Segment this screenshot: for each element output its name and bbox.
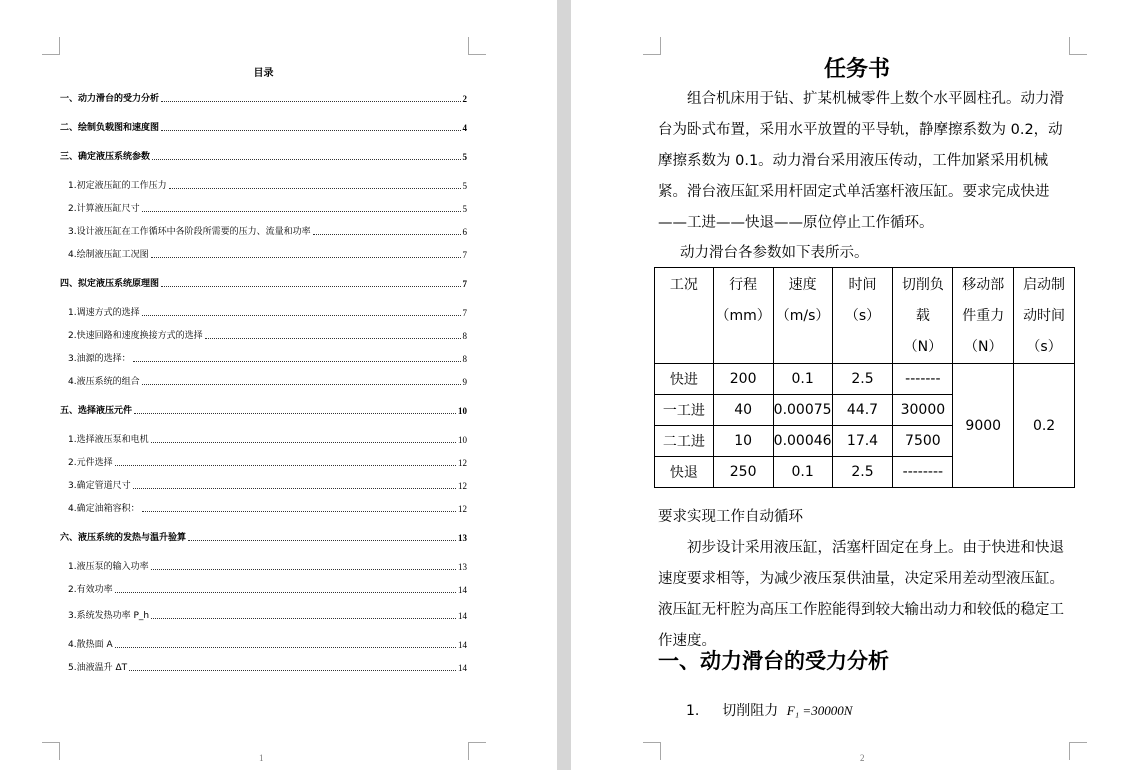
toc-entry[interactable] <box>60 278 467 290</box>
toc-entry-label: 二、绘制负载图和速度图 <box>60 123 160 133</box>
table-cell: 一工进 <box>655 395 714 426</box>
intro-paragraph <box>658 84 1073 239</box>
header-line: （s） <box>1026 339 1062 355</box>
toc-entry-label: 1.选择液压泵和电机 <box>68 435 149 445</box>
toc-leader-dots <box>161 101 460 102</box>
header-line: （mm） <box>715 308 771 324</box>
toc-entry[interactable] <box>68 203 467 215</box>
table-caption <box>658 238 1073 269</box>
header-line: （N） <box>903 339 943 355</box>
toc-leader-dots <box>142 211 461 212</box>
header-line: 件重力 <box>962 308 1005 324</box>
table-header-cell <box>953 268 1014 364</box>
toc-entry[interactable] <box>68 180 467 192</box>
page-corner-mark <box>42 37 60 55</box>
toc-entry-page: 8 <box>462 331 467 341</box>
toc-entry-label: 三、确定液压系统参数 <box>60 152 151 162</box>
toc-entry[interactable] <box>68 249 467 261</box>
toc-entry-page: 2 <box>462 94 467 104</box>
header-line: 切削负 <box>901 277 944 293</box>
toc-leader-dots <box>142 384 461 385</box>
toc-leader-dots <box>115 465 456 466</box>
toc-entry-label: 3.确定管道尺寸 <box>68 481 131 491</box>
toc-entry-label: 2.有效功率 <box>68 585 113 595</box>
toc-entry-page: 7 <box>462 308 467 318</box>
toc-leader-dots <box>161 286 460 287</box>
design-text: 初步设计采用液压缸，活塞杆固定在身上。由于快进和快退速度要求相等，为减少液压泵供油量，决定采用差动型液压缸。液压缸无杆腔为高压工作腔能得到较大输出动力和较低的稳定工作速度。 <box>658 540 1064 649</box>
toc-leader-dots <box>133 361 461 362</box>
page-number: 2 <box>860 753 865 763</box>
toc-entry-label: 5.油液温升 ΔT <box>68 663 128 673</box>
table-cell: 0.00075 <box>773 395 832 426</box>
table-header-cell <box>713 268 773 364</box>
list-number: 1. <box>686 703 700 719</box>
header-line: （s） <box>844 308 881 324</box>
toc-entry-page: 6 <box>462 227 467 237</box>
table-header-cell <box>1014 268 1075 364</box>
page-corner-mark <box>42 742 60 760</box>
toc-entry[interactable] <box>68 353 467 365</box>
toc-leader-dots <box>188 540 456 541</box>
table-cell: 200 <box>713 364 773 395</box>
toc-entry-page: 14 <box>458 585 467 595</box>
toc-entry-label: 2.快速回路和速度换接方式的选择 <box>68 331 203 341</box>
table-cell: 2.5 <box>832 457 893 488</box>
table-cell: 250 <box>713 457 773 488</box>
toc-entry[interactable] <box>68 226 467 238</box>
toc-entry-page: 8 <box>462 354 467 364</box>
toc-leader-dots <box>161 130 460 131</box>
table-caption-text: 动力滑台各参数如下表所示。 <box>680 245 869 261</box>
toc-entry[interactable] <box>60 532 467 544</box>
table-cell: ------- <box>893 364 953 395</box>
header-line: 动时间 <box>1023 308 1066 324</box>
table-cell: 0.00046 <box>773 426 832 457</box>
toc-entry-page: 12 <box>458 481 467 491</box>
toc-entry-label: 4.液压系统的组合 <box>68 377 140 387</box>
section-heading: 一、动力滑台的受力分析 <box>658 648 889 673</box>
header-line: 移动部 <box>962 277 1005 293</box>
table-cell: 快退 <box>655 457 714 488</box>
table-cell: 快进 <box>655 364 714 395</box>
table-header-cell <box>655 268 714 364</box>
toc-entry-page: 12 <box>458 504 467 514</box>
toc-entry-page: 14 <box>458 640 467 650</box>
toc-entry[interactable] <box>60 151 467 163</box>
toc-leader-dots <box>151 442 456 443</box>
toc-entry-label: 3.油源的选择： <box>68 354 131 364</box>
table-cell: 17.4 <box>832 426 893 457</box>
toc-leader-dots <box>151 257 461 258</box>
toc-entry-page: 5 <box>462 204 467 214</box>
toc-leader-dots <box>169 188 461 189</box>
header-line: 速度 <box>788 277 817 293</box>
table-header-cell <box>773 268 832 364</box>
page-corner-mark <box>643 742 661 760</box>
toc-entry[interactable] <box>68 662 467 674</box>
toc-entry[interactable] <box>68 503 467 515</box>
toc-leader-dots <box>313 234 461 235</box>
toc-entry-label: 2.计算液压缸尺寸 <box>68 204 140 214</box>
toc-entry-label: 五、选择液压元件 <box>60 406 133 416</box>
toc-leader-dots <box>134 413 456 414</box>
header-line: 行程 <box>729 277 758 293</box>
header-line: （m/s） <box>775 308 830 324</box>
toc-entry-label: 四、拟定液压系统原理图 <box>60 279 160 289</box>
table-cell: 0.1 <box>773 457 832 488</box>
toc-leader-dots <box>205 338 461 339</box>
toc-entry-label: 1.初定液压缸的工作压力 <box>68 181 167 191</box>
table-cell: -------- <box>893 457 953 488</box>
table-header-cell <box>832 268 893 364</box>
table-cell-brake-time: 0.2 <box>1014 364 1075 488</box>
toc-entry[interactable] <box>68 561 467 573</box>
table-cell: 44.7 <box>832 395 893 426</box>
header-line: 工况 <box>669 277 698 293</box>
toc-entry-page: 14 <box>458 663 467 673</box>
toc-entry-label: 1.液压泵的输入功率 <box>68 562 149 572</box>
toc-entry[interactable] <box>68 480 467 492</box>
toc-entry-page: 7 <box>462 279 467 289</box>
toc-entry[interactable] <box>60 122 467 134</box>
table-cell: 30000 <box>893 395 953 426</box>
toc-entry-label: 4.绘制液压缸工况图 <box>68 250 149 260</box>
toc-leader-dots <box>115 592 456 593</box>
table-header-cell <box>893 268 953 364</box>
page-2 <box>571 0 1127 770</box>
header-line: （N） <box>963 339 1003 355</box>
page-corner-mark <box>1069 742 1087 760</box>
toc-entry[interactable] <box>68 434 467 446</box>
toc-entry-label: 3.设计液压缸在工作循环中各阶段所需要的压力、流量和功率 <box>68 227 311 237</box>
formula-text: F₁ =30000N <box>786 703 853 718</box>
header-line: 启动制 <box>1023 277 1066 293</box>
list-item <box>686 700 852 720</box>
toc-entry-page: 5 <box>462 181 467 191</box>
toc-leader-dots <box>152 159 460 160</box>
toc-entry-page: 5 <box>462 152 467 162</box>
toc-entry-page: 10 <box>458 435 467 445</box>
header-line: 载 <box>915 308 930 324</box>
toc-entry-label: 一、动力滑台的受力分析 <box>60 94 160 104</box>
list-label: 切削阻力 <box>722 703 779 719</box>
toc-title: 目录 <box>253 68 274 79</box>
toc-entry-label: 六、液压系统的发热与温升验算 <box>60 533 187 543</box>
table-header-row <box>655 268 1075 364</box>
requirement-line: 要求实现工作自动循环 <box>658 509 803 525</box>
toc-leader-dots <box>115 647 456 648</box>
parameter-table <box>654 267 1075 488</box>
table-cell: 7500 <box>893 426 953 457</box>
toc-entry[interactable] <box>60 405 467 417</box>
toc-leader-dots <box>142 511 456 512</box>
toc-entry-label: 2.元件选择 <box>68 458 113 468</box>
toc-leader-dots <box>129 670 456 671</box>
toc-entry-page: 13 <box>458 562 467 572</box>
page-number: 1 <box>259 753 264 763</box>
toc-entry[interactable] <box>60 93 467 105</box>
table-cell: 40 <box>713 395 773 426</box>
toc-entry-label: 3.系统发热功率 P_h <box>68 611 150 621</box>
toc-leader-dots <box>133 488 456 489</box>
table-cell: 10 <box>713 426 773 457</box>
page-corner-mark <box>468 742 486 760</box>
toc-entry-page: 13 <box>458 533 467 543</box>
document-title: 任务书 <box>823 56 890 82</box>
toc-entry[interactable] <box>68 307 467 319</box>
table-cell: 2.5 <box>832 364 893 395</box>
toc-entry-label: 4.散热面 A <box>68 640 113 650</box>
toc-entry-page: 7 <box>462 250 467 260</box>
intro-text: 组合机床用于钻、扩某机械零件上数个水平圆柱孔。动力滑台为卧式布置，采用水平放置的平导轨，静摩擦系数为 0.2，动摩擦系数为 0.1。动力滑台采用液压传动，工件加紧采用机械紧。滑台液压缸采用杆固定式单活塞杆液压缸。要求完成快进——工进——快退——原位停止工作循环。 <box>658 91 1064 231</box>
toc-entry-page: 9 <box>462 377 467 387</box>
toc-entry-page: 10 <box>458 406 467 416</box>
toc-leader-dots <box>151 569 456 570</box>
toc-entry-page: 12 <box>458 458 467 468</box>
header-line: 时间 <box>848 277 877 293</box>
table-row <box>655 364 1075 395</box>
toc-entry[interactable] <box>68 584 467 596</box>
table-cell-weight: 9000 <box>953 364 1014 488</box>
toc-entry[interactable] <box>68 376 467 388</box>
design-paragraph <box>658 533 1073 657</box>
toc-entry[interactable] <box>68 639 467 651</box>
toc-leader-dots <box>142 315 461 316</box>
page-1 <box>0 0 557 770</box>
toc-entry-page: 4 <box>462 123 467 133</box>
toc-entry[interactable] <box>68 610 467 622</box>
toc-entry-page: 14 <box>458 611 467 621</box>
page-corner-mark <box>468 37 486 55</box>
toc-entry-label: 4.确定油箱容积： <box>68 504 140 514</box>
toc-entry-label: 1.调速方式的选择 <box>68 308 140 318</box>
table-cell: 0.1 <box>773 364 832 395</box>
table-cell: 二工进 <box>655 426 714 457</box>
toc-entry[interactable] <box>68 330 467 342</box>
toc-leader-dots <box>151 618 456 619</box>
toc-entry[interactable] <box>68 457 467 469</box>
